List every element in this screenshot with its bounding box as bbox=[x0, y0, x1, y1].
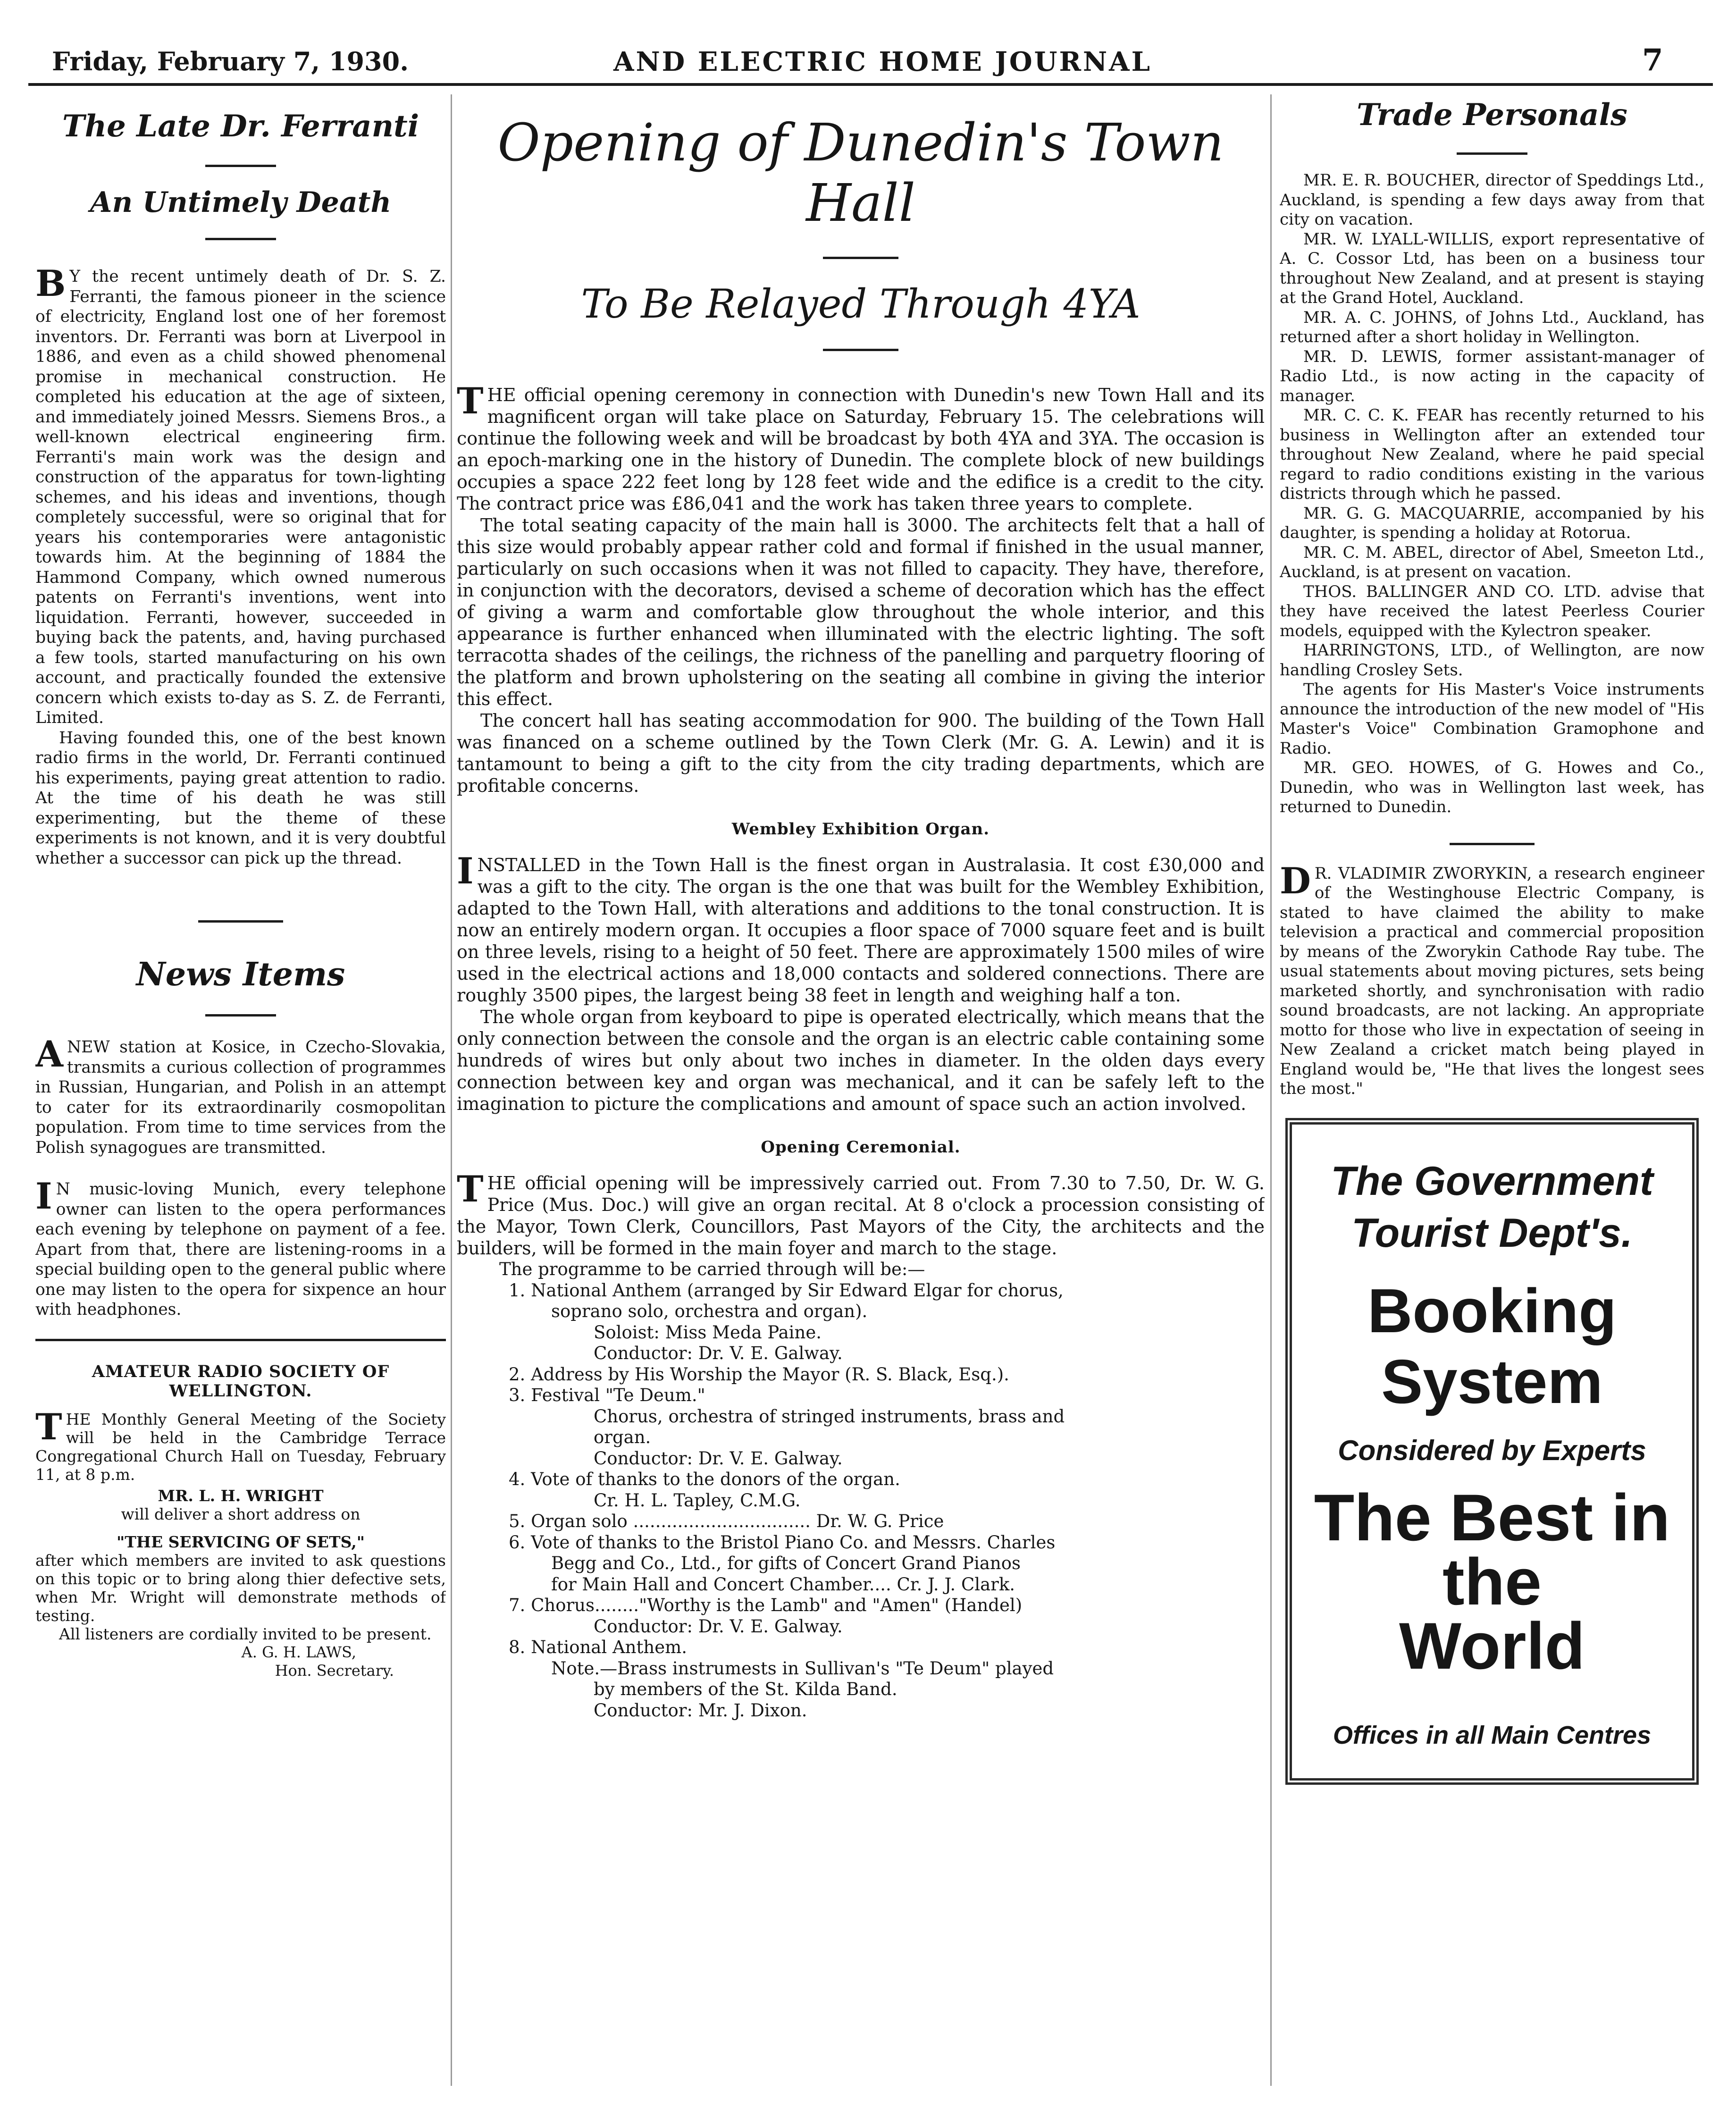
drop-cap: T bbox=[457, 1168, 484, 1210]
programme-item: 1. National Anthem (arranged by Sir Edward Elgar for chorus, bbox=[509, 1280, 1064, 1301]
tourist-dept-advertisement bbox=[1285, 1118, 1699, 1785]
news-item: NEW station at Kosice, in Czecho-Slovakia, transmits a curious collection of programmes in Russian, Hungarian, and Polish in an attempt to cater for its extraordinarily cosmopolitan population. From time to time services from the Polish synagogues are transmitted. bbox=[35, 1038, 446, 1157]
subtitle-rule bbox=[823, 349, 898, 351]
drop-cap: T bbox=[35, 1405, 62, 1448]
programme-item: Conductor: Dr. V. E. Galway. bbox=[594, 1616, 843, 1637]
article-paragraph: HE official opening ceremony in connection with Dunedin's new Town Hall and its magnificent organ will take place on Saturday, February 15. The celebrations will continue the following week and will be broadcast by both 4YA and 3YA. The occasion is an epoch-marking one in the history of Dunedin. The complete block of new buildings occupies a space 222 feet long by 128 feet wide and the edifice is a credit to the city. The contract price was £86,041 and the work has taken three years to complete. bbox=[457, 385, 1265, 514]
title-rule bbox=[823, 257, 898, 259]
trade-personals bbox=[1280, 171, 1704, 817]
ferranti-title: The Late Dr. Ferranti bbox=[62, 109, 419, 144]
programme-lines bbox=[457, 1280, 1265, 1722]
programme-item: Conductor: Mr. J. Dixon. bbox=[594, 1700, 807, 1721]
programme-item: Begg and Co., Ltd., for gifts of Concert Grand Pianos bbox=[551, 1553, 1021, 1573]
ferranti-subtitle: An Untimely Death bbox=[90, 186, 392, 219]
programme-item: 8. National Anthem. bbox=[509, 1637, 687, 1657]
headline: Opening of Dunedin's Town Hall bbox=[497, 112, 1224, 233]
section-rule bbox=[35, 1339, 446, 1341]
trade-personal-item: MR. C. C. K. FEAR has recently returned to his business in Wellington after an extended tour throughout New Zealand, where he paid special regard to radio conditions existing in the various districts through which he passed. bbox=[1280, 406, 1704, 503]
programme-item: Soloist: Miss Meda Paine. bbox=[594, 1322, 822, 1343]
title-rule bbox=[205, 1014, 276, 1016]
page-header bbox=[0, 0, 1736, 85]
signature-role: Hon. Secretary. bbox=[275, 1661, 394, 1680]
programme-item: by members of the St. Kilda Band. bbox=[594, 1679, 897, 1699]
ferranti-paragraph: Y the recent untimely death of Dr. S. Z. Ferranti, the famous pioneer in the science of electricity, England lost one of her foremost inventors. Dr. Ferranti was born at Liverpool in 1886, and even as a child showed phenomenal promise in mechanical construction. He completed his education at the age of sixteen, and immediately joined Messrs. Siemens Bros., a well-known electrical engineering firm. Ferranti's main work was the design and construction of the apparatus for town-lighting schemes, and his ideas and inventions, though completely successful, were so original that for years his contemporaries were antagonistic towards him. At the beginning of 1884 the Hammond Company, which owned numerous patents on Ferranti's inventions, went into liquidation. Ferranti, however, succeeded in buying back the patents, and, having purchased a few tools, started manufacturing on his own account, and practically founded the extensive concern which exists to-day as S. Z. de Ferranti, Limited. bbox=[35, 267, 446, 727]
article-paragraph: HE official opening will be impressively carried out. From 7.30 to 7.50, Dr. W. G. Price (Mus. Doc.) will give an organ recital. At 8 o'clock a procession consisting of the Mayor, Town Clerk, Councillors, Past Mayors of the City, the architects and the builders, will be formed in the main foyer and march to the stage. bbox=[457, 1173, 1265, 1259]
news-title: News Items bbox=[136, 956, 345, 993]
programme-item: 6. Vote of thanks to the Bristol Piano Co. and Messrs. Charles bbox=[509, 1532, 1056, 1553]
ferranti-paragraph: Having founded this, one of the best known radio firms in the world, Dr. Ferranti continued his experiments, paying great attention to radio. At the time of his death he was still experimenting, but the theme of these experiments is not known, and it is very doubtful whether a successor can pick up the thread. bbox=[35, 728, 446, 868]
society-notice bbox=[35, 1405, 446, 1680]
article-paragraph: NSTALLED in the Town Hall is the finest organ in Australasia. It cost £30,000 and was a gift to the city. The organ is the one that was built for the Wembley Exhibition, adapted to the Town Hall, with alterations and additions to the tonal construction. It is now an entirely modern organ. It occupies a floor space of 7000 square feet and is built on three levels, rising to a height of 50 feet. There are approximately 1500 miles of wire used in the electrical actions and 18,000 contacts and soldered connections. There are roughly 3500 pipes, the largest being 38 feet in length and weighing half a ton. bbox=[457, 855, 1265, 1006]
programme-item: Conductor: Dr. V. E. Galway. bbox=[594, 1448, 843, 1469]
drop-cap: D bbox=[1280, 859, 1311, 902]
subtitle-rule bbox=[205, 238, 276, 240]
zworykin-item bbox=[1280, 859, 1704, 1099]
section-rule bbox=[1450, 843, 1535, 845]
news-item: N music-loving Munich, every telephone owner can listen to the opera performances each evening by telephone on payment of a fee. Apart from that, there are listening-rooms in a special building open to the general public where one may listen to the opera for sixpence an hour with headphones. bbox=[35, 1180, 446, 1319]
article-paragraph: The whole organ from keyboard to pipe is operated electrically, which means that the only connection between the console and the organ is an electric cable containing some hundreds of wires but only about two inches in diameter. In the olden days every connection between key and organ was mechanical, and it can be safely left to the imagination to picture the complications and amount of space such an action involved. bbox=[457, 1007, 1265, 1114]
title-rule bbox=[205, 165, 276, 167]
trade-personal-item: HARRINGTONS, LTD., of Wellington, are now handling Crosley Sets. bbox=[1280, 641, 1704, 680]
drop-cap: I bbox=[35, 1175, 52, 1217]
article-paragraph: The concert hall has seating accommodation for 900. The building of the Town Hall was financed on a scheme outlined by the Town Clerk (Mr. G. A. Lewin) and it is tantamount to being a gift to the city from the city trading departments, which are profitable concerns. bbox=[457, 710, 1265, 796]
drop-cap: I bbox=[457, 850, 474, 892]
programme-item: 2. Address by His Worship the Mayor (R. S. Black, Esq.). bbox=[509, 1364, 1009, 1385]
society-paragraph: after which members are invited to ask questions on this topic or to bring along thier defective sets, when Mr. Wright will demonstrate methods of testing. bbox=[35, 1551, 446, 1625]
ad-line: The Government bbox=[1331, 1158, 1653, 1204]
programme-list bbox=[457, 1259, 1265, 1721]
left-column bbox=[35, 90, 446, 2109]
organ-subhead: Wembley Exhibition Organ. bbox=[731, 820, 990, 839]
trade-personal-item: MR. C. M. ABEL, director of Abel, Smeeton Ltd., Auckland, is at present on vacation. bbox=[1280, 543, 1704, 581]
column-divider bbox=[1270, 94, 1272, 2086]
news-items bbox=[35, 1033, 446, 1320]
ceremonial-subhead: Opening Ceremonial. bbox=[761, 1138, 961, 1157]
speaker-note: will deliver a short address on bbox=[121, 1504, 361, 1523]
trade-personal-item: MR. GEO. HOWES, of G. Howes and Co., Dunedin, who was in Wellington last week, has returned to Dunedin. bbox=[1280, 758, 1704, 816]
sub-headline: To Be Relayed Through 4YA bbox=[581, 281, 1141, 327]
column-divider bbox=[451, 94, 452, 2086]
trade-personal-item: MR. W. LYALL-WILLIS, export representative of A. C. Cossor Ltd, has been on a business tour throughout New Zealand, and at present is staying at the Grand Hotel, Auckland. bbox=[1280, 229, 1704, 307]
header-page-number: 7 bbox=[1642, 42, 1663, 78]
drop-cap: A bbox=[35, 1033, 63, 1075]
programme-item: Note.—Brass instrumests in Sullivan's "Te Deum" played bbox=[551, 1658, 1054, 1679]
ad-headline: World bbox=[1399, 1608, 1585, 1683]
article-paragraph: The total seating capacity of the main hall is 3000. The architects felt that a hall of this size would probably appear rather cold and formal if finished in the usual manner, particularly on such occasions when it was not filled to capacity. They have, therefore, in conjunction with the decorators, devised a scheme of decoration which has the effect of giving a warm and comfortable glow throughout the whole interior, and this appearance is further enhanced when illuminated with the electric lighting. The soft terracotta shades of the ceilings, the richness of the panelling and parquetry flooring of the platform and brown upholstering on the seating all combine in giving the interior this effect. bbox=[457, 515, 1265, 709]
header-rule bbox=[28, 83, 1713, 86]
society-title: AMATEUR RADIO SOCIETY OF WELLINGTON. bbox=[92, 1361, 390, 1401]
programme-item: Conductor: Dr. V. E. Galway. bbox=[594, 1343, 843, 1363]
programme-item: organ. bbox=[594, 1427, 651, 1447]
trade-personal-item: MR. A. C. JOHNS, of Johns Ltd., Auckland, has returned after a short holiday in Wellington. bbox=[1280, 308, 1704, 346]
programme-item: soprano solo, orchestra and organ). bbox=[551, 1301, 868, 1321]
programme-intro: The programme to be carried through will be:— bbox=[499, 1259, 925, 1279]
trade-title: Trade Personals bbox=[1357, 97, 1627, 133]
drop-cap: T bbox=[457, 380, 484, 422]
drop-cap: B bbox=[35, 262, 66, 304]
ad-headline: Booking System bbox=[1367, 1276, 1617, 1416]
programme-item: Chorus, orchestra of stringed instruments, brass and bbox=[594, 1406, 1065, 1427]
trade-personal-item: MR. G. G. MACQUARRIE, accompanied by his daughter, is spending a holiday at Rotorua. bbox=[1280, 504, 1704, 542]
town-hall-article bbox=[457, 380, 1265, 1259]
programme-item: 5. Organ solo ................................ Dr. W. G. Price bbox=[509, 1511, 944, 1531]
trade-personal-item: MR. E. R. BOUCHER, director of Speddings Ltd., Auckland, is spending a few days away from that city on vacation. bbox=[1280, 171, 1704, 229]
programme-item: for Main Hall and Concert Chamber.... Cr. J. J. Clark. bbox=[551, 1574, 1015, 1595]
section-rule bbox=[198, 920, 283, 923]
center-column bbox=[457, 90, 1265, 2109]
society-paragraph: HE Monthly General Meeting of the Society will be held in the Cambridge Terrace Congregational Church Hall on Tuesday, February 11, at 8 p.m. bbox=[35, 1410, 446, 1484]
ad-line: Tourist Dept's. bbox=[1351, 1210, 1633, 1256]
programme-item: 3. Festival "Te Deum." bbox=[509, 1385, 705, 1405]
ad-footer: Offices in all Main Centres bbox=[1333, 1721, 1652, 1749]
right-column bbox=[1280, 90, 1704, 2109]
title-rule bbox=[1457, 152, 1527, 155]
speaker-name: MR. L. H. WRIGHT bbox=[158, 1486, 324, 1505]
signature-name: A. G. H. LAWS, bbox=[241, 1643, 356, 1661]
society-paragraph: All listeners are cordially invited to be present. bbox=[59, 1624, 432, 1643]
ferranti-article bbox=[35, 262, 446, 868]
header-date: Friday, February 7, 1930. bbox=[52, 46, 409, 76]
programme-item: 7. Chorus........"Worthy is the Lamb" and "Amen" (Handel) bbox=[509, 1595, 1023, 1615]
ad-headline: The Best in the bbox=[1314, 1480, 1670, 1619]
address-topic: "THE SERVICING OF SETS," bbox=[117, 1532, 365, 1551]
trade-personal-item: MR. D. LEWIS, former assistant-manager of Radio Ltd., is now acting in the capacity of manager. bbox=[1280, 347, 1704, 405]
header-publication: AND ELECTRIC HOME JOURNAL bbox=[613, 46, 1152, 77]
programme-item: 4. Vote of thanks to the donors of the organ. bbox=[509, 1469, 900, 1489]
zworykin-paragraph: R. VLADIMIR ZWORYKIN, a research engineer of the Westinghouse Electric Company, is stated to have claimed the ability to make television a practical and commercial proposition by means of the Zworykin Cathode Ray tube. The usual statements about moving pictures, sets being marketed shortly, and synchronisation with radio sound broadcasts, are not lacking. An appropriate motto for those who live in expectation of seeing in New Zealand a cricket match being played in England would be, "He that lives the longest sees the most." bbox=[1280, 864, 1704, 1098]
programme-item: Cr. H. L. Tapley, C.M.G. bbox=[594, 1490, 801, 1511]
trade-personal-item: The agents for His Master's Voice instruments announce the introduction of the new model of "His Master's Voice" Combination Gramophone and Radio. bbox=[1280, 680, 1704, 758]
ad-line: Considered by Experts bbox=[1338, 1434, 1646, 1466]
trade-personal-item: THOS. BALLINGER AND CO. LTD. advise that they have received the latest Peerless Courier models, equipped with the Kylectron speaker. bbox=[1280, 582, 1704, 640]
